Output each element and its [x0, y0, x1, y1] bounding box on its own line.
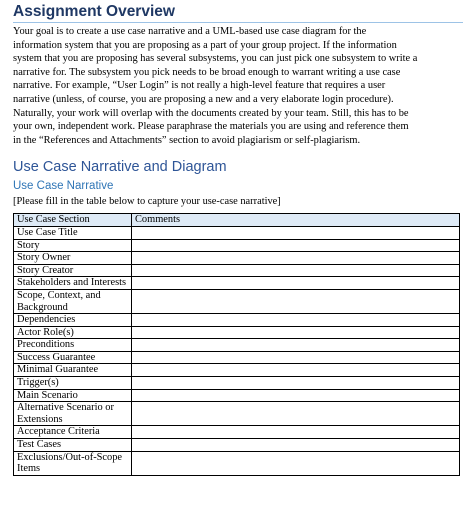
table-header-row [14, 214, 460, 227]
table-row [14, 402, 460, 426]
use-case-section-cell: Test Cases [14, 439, 132, 452]
comments-cell[interactable] [132, 226, 460, 239]
table-body [14, 226, 460, 475]
use-case-section-cell: Main Scenario [14, 389, 132, 402]
instruction-text: [Please fill in the table below to capture your use-case narrative] [13, 196, 281, 208]
use-case-section-cell: Dependencies [14, 314, 132, 327]
table-row [14, 239, 460, 252]
comments-cell[interactable] [132, 426, 460, 439]
paragraph-line: Naturally, your work will overlap with the documents created by your team. Still, this has to be [13, 107, 409, 119]
table-row [14, 226, 460, 239]
use-case-section-cell: Trigger(s) [14, 377, 132, 390]
document-page [13, 0, 463, 476]
use-case-narrative-table [13, 213, 460, 475]
column-header-section: Use Case Section [14, 214, 132, 227]
paragraph-line: narrative for. The subsystem you pick needs to be broad enough to warrant writing a use case [13, 66, 401, 78]
use-case-section-cell: Minimal Guarantee [14, 364, 132, 377]
use-case-section-cell: Story [14, 239, 132, 252]
use-case-section-cell: Acceptance Criteria [14, 426, 132, 439]
table-row [14, 426, 460, 439]
table-row [14, 439, 460, 452]
column-header-comments: Comments [132, 214, 460, 227]
paragraph-line: narrative. For example, “User Login” is not really a high-level feature that requires a user [13, 80, 386, 92]
paragraph-line: Your goal is to create a use case narrative and a UML-based use case diagram for the [13, 26, 367, 37]
table-row [14, 377, 460, 390]
paragraph-line: your own, independent work. Please paraphrase the materials you are using and reference them [13, 121, 409, 133]
use-case-section-cell: Story Creator [14, 264, 132, 277]
use-case-section-cell: Stakeholders and Interests [14, 277, 132, 290]
comments-cell[interactable] [132, 451, 460, 475]
comments-cell[interactable] [132, 377, 460, 390]
table-row [14, 264, 460, 277]
section-subheading: Use Case Narrative [13, 180, 114, 193]
table-row [14, 277, 460, 290]
comments-cell[interactable] [132, 264, 460, 277]
comments-cell[interactable] [132, 439, 460, 452]
use-case-section-cell: Actor Role(s) [14, 326, 132, 339]
table-row [14, 389, 460, 402]
use-case-section-cell: Alternative Scenario or Extensions [14, 402, 132, 426]
table-row [14, 252, 460, 265]
use-case-section-cell: Preconditions [14, 339, 132, 352]
assignment-overview-heading: Assignment Overview [13, 3, 463, 23]
table-row [14, 351, 460, 364]
comments-cell[interactable] [132, 389, 460, 402]
table-row [14, 339, 460, 352]
comments-cell[interactable] [132, 314, 460, 327]
table-row [14, 451, 460, 475]
comments-cell[interactable] [132, 289, 460, 313]
table-row [14, 364, 460, 377]
comments-cell[interactable] [132, 364, 460, 377]
use-case-section-cell: Scope, Context, and Background [14, 289, 132, 313]
comments-cell[interactable] [132, 326, 460, 339]
table-row [14, 289, 460, 313]
comments-cell[interactable] [132, 402, 460, 426]
comments-cell[interactable] [132, 239, 460, 252]
assignment-paragraph [13, 25, 453, 147]
paragraph-line: in the “References and Attachments” section to avoid plagiarism or self-plagiarism. [13, 134, 361, 146]
paragraph-line: system that you are proposing has several subsystems, you can just pick one subsystem to write a [13, 53, 418, 65]
table-row [14, 326, 460, 339]
table-row [14, 314, 460, 327]
use-case-section-cell: Story Owner [14, 252, 132, 265]
comments-cell[interactable] [132, 351, 460, 364]
comments-cell[interactable] [132, 252, 460, 265]
paragraph-line: information system that you are proposing as a part of your group project. If the information [13, 39, 397, 51]
use-case-section-cell: Success Guarantee [14, 351, 132, 364]
comments-cell[interactable] [132, 339, 460, 352]
comments-cell[interactable] [132, 277, 460, 290]
use-case-section-cell: Use Case Title [14, 226, 132, 239]
section-heading: Use Case Narrative and Diagram [13, 159, 227, 176]
use-case-section-cell: Exclusions/Out-of-Scope Items [14, 451, 132, 475]
paragraph-line: narrative (unless, of course, you are proposing a new and a very elaborate login procedure). [13, 93, 394, 105]
